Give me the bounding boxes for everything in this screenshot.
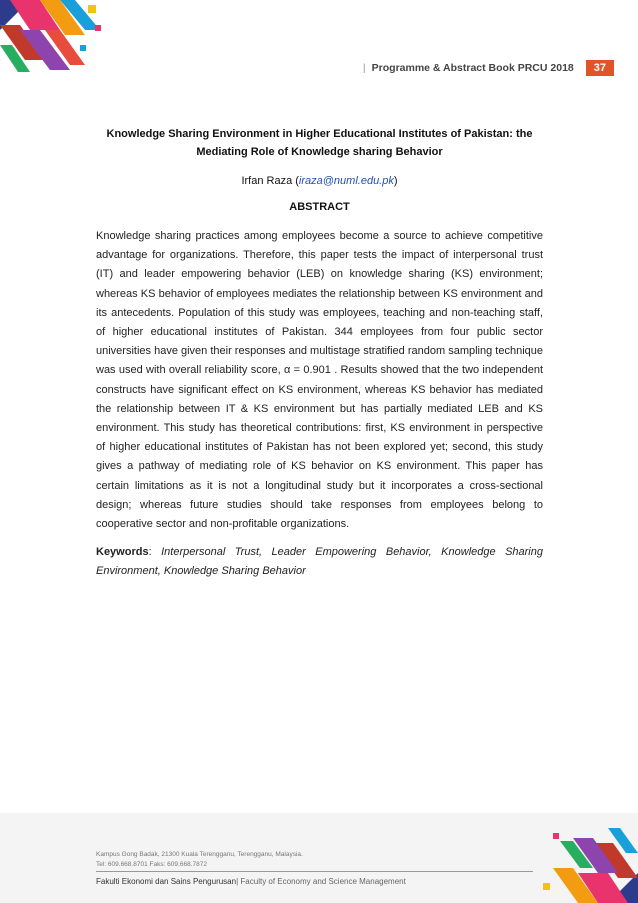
- keywords-colon: :: [148, 546, 162, 559]
- abstract-text: Knowledge sharing practices among employees become a source to achieve competitive advantage for organizations. Therefore, this paper tests the impact of interpersonal trust (IT) and leader empowering behavior (LEB) on knowledge sharing (KS) environment; whereas KS behavior of employees mediates the relationship between KS environment and its antecedents. Population of this study was employees, teaching and non-teaching staff, of higher educational institutes of Pakistan. 344 employees from four public sector universities have given their responses and multistage stratified random sampling technique was used with overall reliability score, α = 0.901 . Results showed that the two independent constructs have significant effect on KS environment, whereas KS behavior has mediated the relationship between IT & KS environment but has partially mediated LEB and KS environment. This study has theoretical contributions: first, KS environment in perspective of higher educational institutes of Pakistan has not been explored yet; second, this study gives a pathway of mediating role of KS behavior on KS environment. This paper has certain limitations as it is not a longitudinal study but it incorporates a cross-sectional design; whereas future studies should take responses from employees belong to cooperative sector and non-profitable organizations.: [96, 230, 543, 531]
- keywords: [96, 543, 543, 581]
- author-suffix: ): [393, 175, 398, 187]
- author-name: Irfan Raza (: [241, 175, 299, 187]
- paper-title: [96, 125, 543, 161]
- paper-title-line2: Mediating Role of Knowledge sharing Behavior: [196, 146, 443, 158]
- author-line: [96, 175, 543, 187]
- header-title: Programme & Abstract Book PRCU 2018: [371, 62, 574, 74]
- decorative-corner-bottom-right: [538, 823, 638, 903]
- footer-address-line1: Kampus Gong Badak, 21300 Kuala Terengganu, Terengganu, Malaysia.: [96, 851, 303, 858]
- abstract-heading: ABSTRACT: [289, 201, 350, 213]
- footer-divider: [96, 871, 533, 872]
- keywords-label: Keywords: [96, 546, 149, 559]
- faculty-english: Faculty of Economy and Science Management: [240, 877, 406, 886]
- faculty-malay: Fakulti Ekonomi dan Sains Pengurusan: [96, 877, 237, 886]
- running-header: [363, 60, 614, 76]
- faculty-separator: |: [236, 877, 241, 886]
- footer-address-line2: Tel: 609.668.8701 Faks: 609.668.7872: [96, 861, 207, 868]
- author-email-link[interactable]: iraza@numl.edu.pk: [298, 175, 394, 187]
- footer-faculty: [96, 877, 406, 886]
- header-separator: |: [362, 62, 366, 74]
- footer-address: [96, 850, 303, 870]
- paper-title-line1: Knowledge Sharing Environment in Higher Educational Institutes of Pakistan: the: [106, 128, 533, 140]
- page-number-badge: 37: [586, 60, 614, 76]
- paper-content: [96, 125, 543, 581]
- keywords-values: Interpersonal Trust, Leader Empowering Behavior, Knowledge Sharing Environment, Knowledge Sharing Behavior: [96, 546, 543, 578]
- decorative-corner-top-left: [0, 0, 110, 75]
